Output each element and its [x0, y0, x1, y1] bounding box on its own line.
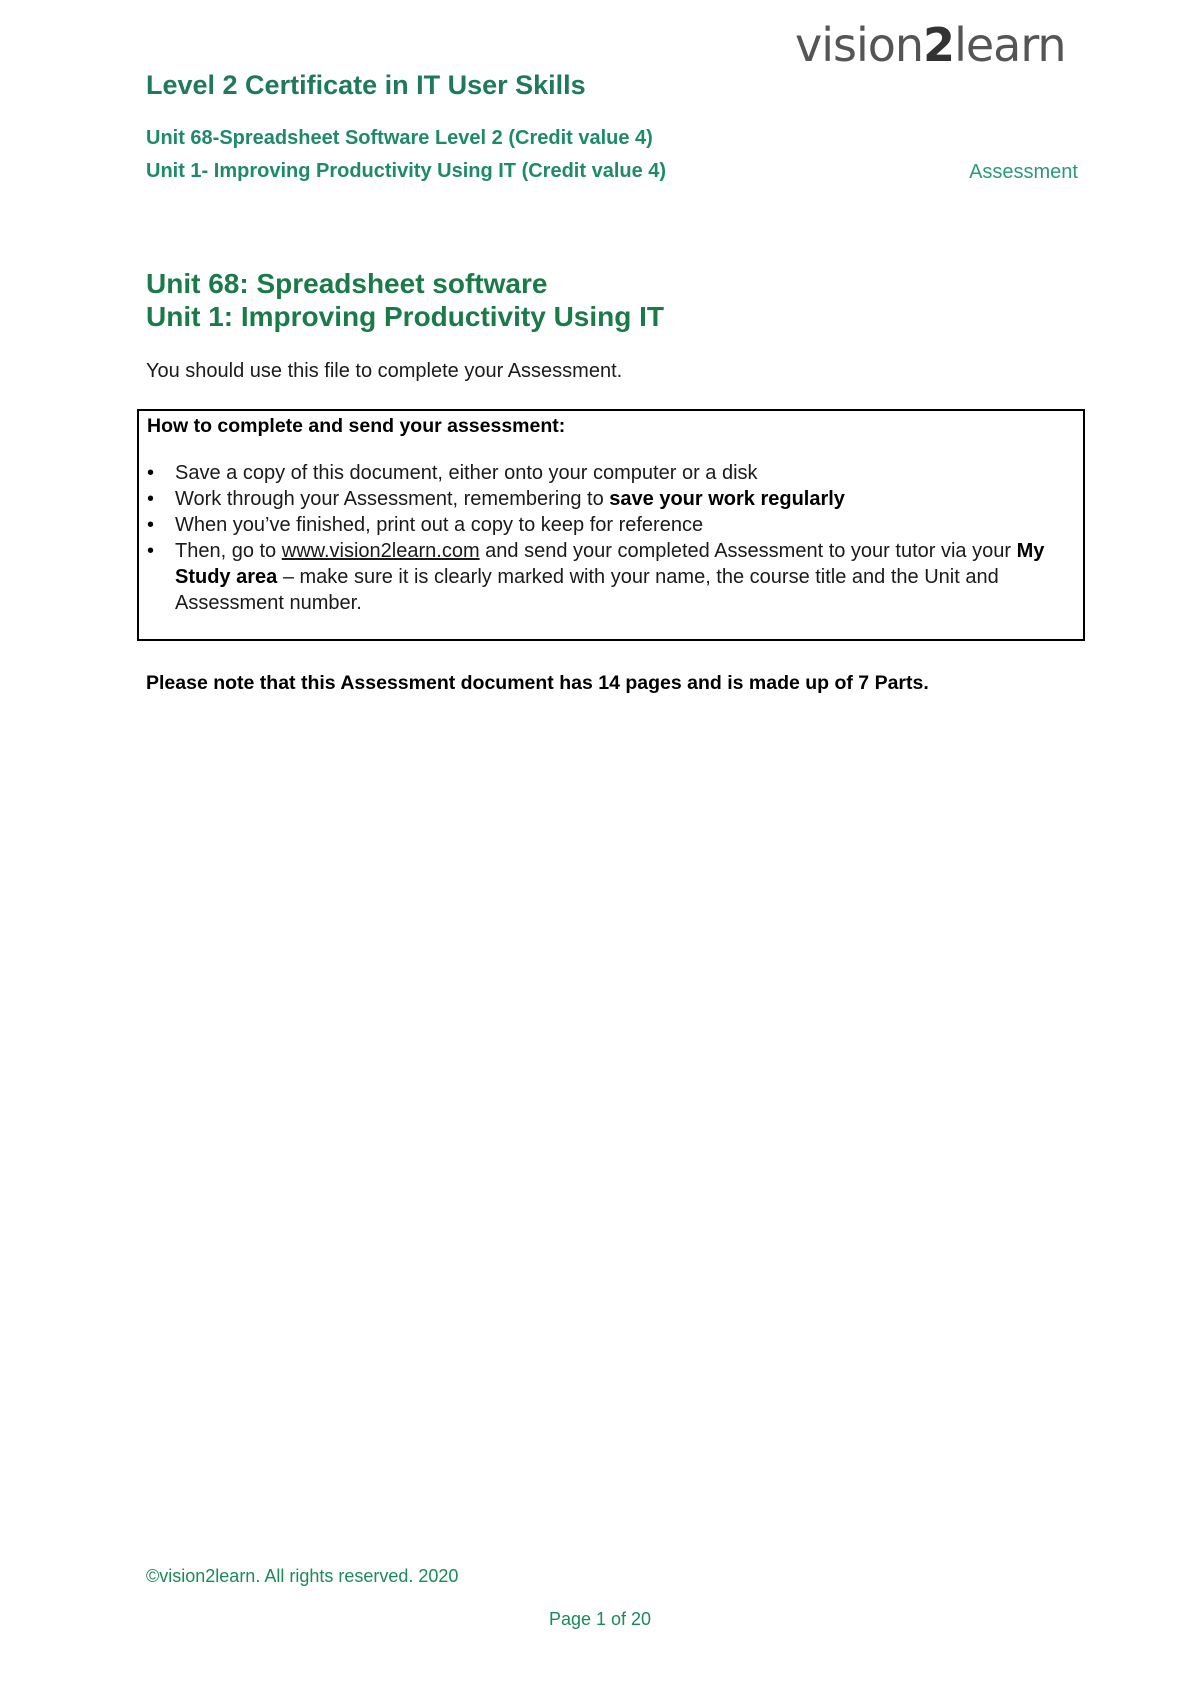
unit-68-line: Unit 68-Spreadsheet Software Level 2 (Credit value 4) — [146, 127, 653, 149]
copyright-notice: ©vision2learn. All rights reserved. 2020 — [146, 1566, 459, 1586]
unit-1-line: Unit 1- Improving Productivity Using IT (Credit value 4) — [146, 160, 667, 182]
instructions-box — [137, 409, 1085, 641]
main-heading-unit-68: Unit 68: Spreadsheet software — [146, 268, 548, 299]
page-number: Page 1 of 20 — [548, 1609, 652, 1629]
item-text: and send your completed Assessment to your tutor via your — [479, 540, 1017, 562]
logo-suffix: learn — [954, 18, 1066, 72]
item-text: Then, go to — [175, 540, 282, 562]
logo-prefix: vision — [795, 18, 924, 72]
bullet-icon: • — [147, 514, 155, 536]
main-heading-unit-1: Unit 1: Improving Productivity Using IT — [146, 301, 665, 332]
vision2learn-logo — [795, 18, 1066, 72]
logo-number: 2 — [923, 18, 955, 72]
item-text: When you’ve finished, print out a copy to keep for reference — [175, 514, 704, 536]
item-text: Work through your Assessment, remembering to — [175, 488, 610, 510]
item-text: Save a copy of this document, either onto your computer or a disk — [175, 462, 758, 484]
document-type-label: Assessment — [969, 161, 1078, 183]
page-count-note: Please note that this Assessment document has 14 pages and is made up of 7 Parts. — [146, 672, 929, 694]
instructions-list — [147, 460, 1075, 616]
bullet-icon: • — [147, 540, 155, 562]
list-item — [147, 512, 1075, 538]
bullet-icon: • — [147, 488, 155, 510]
item-text: – make sure it is clearly marked with your name, the course title and the Unit and Assessment number. — [175, 566, 999, 614]
list-item — [147, 486, 1075, 512]
item-emphasis: save your work regularly — [609, 488, 845, 510]
bullet-icon: • — [147, 462, 155, 484]
item-emphasis: My Study area — [175, 540, 1045, 588]
course-title: Level 2 Certificate in IT User Skills — [146, 70, 586, 100]
instructions-title: How to complete and send your assessment: — [147, 415, 566, 437]
list-item — [147, 460, 1075, 486]
intro-text: You should use this file to complete your Assessment. — [146, 360, 623, 382]
vision2learn-link[interactable]: www.vision2learn.com — [281, 540, 480, 562]
list-item — [147, 538, 1075, 616]
